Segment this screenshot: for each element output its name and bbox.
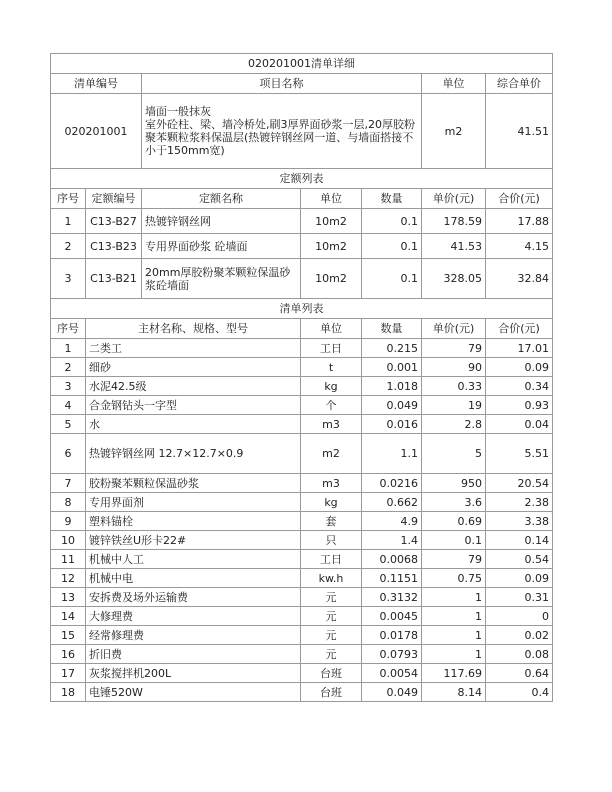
material-total: 0.14 bbox=[486, 531, 553, 550]
quota-qty: 0.1 bbox=[362, 234, 422, 259]
material-seq: 11 bbox=[51, 550, 86, 569]
material-total: 0.09 bbox=[486, 358, 553, 377]
material-total: 0.04 bbox=[486, 415, 553, 434]
bill-price-header: 综合单价 bbox=[486, 74, 553, 94]
material-name-header: 主材名称、规格、型号 bbox=[86, 319, 301, 339]
material-qty: 4.9 bbox=[362, 512, 422, 531]
material-name: 经常修理费 bbox=[86, 626, 301, 645]
material-qty: 0.0793 bbox=[362, 645, 422, 664]
quota-total-header: 合价(元) bbox=[486, 189, 553, 209]
material-seq: 15 bbox=[51, 626, 86, 645]
material-unit: t bbox=[301, 358, 362, 377]
material-total: 0.64 bbox=[486, 664, 553, 683]
quota-seq-header: 序号 bbox=[51, 189, 86, 209]
material-unit: kw.h bbox=[301, 569, 362, 588]
quota-name: 20mm厚胶粉聚苯颗粒保温砂浆砼墙面 bbox=[142, 259, 301, 299]
material-total: 2.38 bbox=[486, 493, 553, 512]
material-price: 1 bbox=[422, 645, 486, 664]
material-qty: 0.0178 bbox=[362, 626, 422, 645]
material-qty: 0.049 bbox=[362, 396, 422, 415]
material-row bbox=[51, 626, 553, 645]
title-row bbox=[51, 54, 553, 74]
material-price: 3.6 bbox=[422, 493, 486, 512]
material-seq: 4 bbox=[51, 396, 86, 415]
material-price: 1 bbox=[422, 607, 486, 626]
quota-qty: 0.1 bbox=[362, 259, 422, 299]
quota-price: 328.05 bbox=[422, 259, 486, 299]
material-unit: m2 bbox=[301, 434, 362, 474]
quota-total: 4.15 bbox=[486, 234, 553, 259]
material-price: 79 bbox=[422, 339, 486, 358]
material-row bbox=[51, 664, 553, 683]
material-seq: 17 bbox=[51, 664, 86, 683]
quota-price: 178.59 bbox=[422, 209, 486, 234]
material-seq: 16 bbox=[51, 645, 86, 664]
material-qty: 0.1151 bbox=[362, 569, 422, 588]
quota-row bbox=[51, 234, 553, 259]
material-name: 大修理费 bbox=[86, 607, 301, 626]
material-unit: 套 bbox=[301, 512, 362, 531]
material-qty: 0.3132 bbox=[362, 588, 422, 607]
quota-name: 专用界面砂浆 砼墙面 bbox=[142, 234, 301, 259]
material-unit: 工日 bbox=[301, 550, 362, 569]
material-row bbox=[51, 645, 553, 664]
material-section-row bbox=[51, 299, 553, 319]
bill-code-header: 清单编号 bbox=[51, 74, 142, 94]
material-row bbox=[51, 550, 553, 569]
material-seq: 18 bbox=[51, 683, 86, 702]
quota-seq: 1 bbox=[51, 209, 86, 234]
quota-code-header: 定额编号 bbox=[86, 189, 142, 209]
bill-name-header: 项目名称 bbox=[142, 74, 422, 94]
material-unit: 元 bbox=[301, 588, 362, 607]
material-price: 0.75 bbox=[422, 569, 486, 588]
material-name: 细砂 bbox=[86, 358, 301, 377]
material-seq: 1 bbox=[51, 339, 86, 358]
quota-price-header: 单价(元) bbox=[422, 189, 486, 209]
material-price: 90 bbox=[422, 358, 486, 377]
material-name: 合金钢钻头一字型 bbox=[86, 396, 301, 415]
material-section-title: 清单列表 bbox=[51, 299, 553, 319]
material-seq: 14 bbox=[51, 607, 86, 626]
material-total: 5.51 bbox=[486, 434, 553, 474]
material-unit: 元 bbox=[301, 607, 362, 626]
material-unit: 元 bbox=[301, 645, 362, 664]
material-unit: 工日 bbox=[301, 339, 362, 358]
material-total: 0.34 bbox=[486, 377, 553, 396]
quota-header-row bbox=[51, 189, 553, 209]
material-row bbox=[51, 569, 553, 588]
quota-section-row bbox=[51, 169, 553, 189]
material-price: 1 bbox=[422, 626, 486, 645]
material-header-row bbox=[51, 319, 553, 339]
material-unit: 台班 bbox=[301, 664, 362, 683]
material-total: 0.02 bbox=[486, 626, 553, 645]
material-total-header: 合价(元) bbox=[486, 319, 553, 339]
material-price: 950 bbox=[422, 474, 486, 493]
material-name: 胶粉聚苯颗粒保温砂浆 bbox=[86, 474, 301, 493]
material-row bbox=[51, 683, 553, 702]
material-price: 79 bbox=[422, 550, 486, 569]
quota-row bbox=[51, 259, 553, 299]
material-total: 0.08 bbox=[486, 645, 553, 664]
material-qty: 0.662 bbox=[362, 493, 422, 512]
material-total: 3.38 bbox=[486, 512, 553, 531]
material-name: 折旧费 bbox=[86, 645, 301, 664]
material-row bbox=[51, 434, 553, 474]
bill-name-line1: 墙面一般抹灰 bbox=[145, 105, 211, 118]
material-price: 0.33 bbox=[422, 377, 486, 396]
material-seq: 13 bbox=[51, 588, 86, 607]
material-row bbox=[51, 339, 553, 358]
material-unit: 只 bbox=[301, 531, 362, 550]
material-price: 2.8 bbox=[422, 415, 486, 434]
material-row bbox=[51, 377, 553, 396]
quota-name: 热镀锌钢丝网 bbox=[142, 209, 301, 234]
material-seq: 10 bbox=[51, 531, 86, 550]
quota-seq: 2 bbox=[51, 234, 86, 259]
material-qty: 1.1 bbox=[362, 434, 422, 474]
material-total: 0.09 bbox=[486, 569, 553, 588]
material-price: 0.1 bbox=[422, 531, 486, 550]
material-total: 20.54 bbox=[486, 474, 553, 493]
material-row bbox=[51, 607, 553, 626]
material-name: 水 bbox=[86, 415, 301, 434]
sheet-title: 020201001清单详细 bbox=[51, 54, 553, 74]
material-seq: 9 bbox=[51, 512, 86, 531]
quota-unit: 10m2 bbox=[301, 234, 362, 259]
material-qty: 0.016 bbox=[362, 415, 422, 434]
material-name: 电锤520W bbox=[86, 683, 301, 702]
quota-unit-header: 单位 bbox=[301, 189, 362, 209]
bill-row bbox=[51, 94, 553, 169]
quota-section-title: 定额列表 bbox=[51, 169, 553, 189]
material-price-header: 单价(元) bbox=[422, 319, 486, 339]
material-qty-header: 数量 bbox=[362, 319, 422, 339]
material-row bbox=[51, 588, 553, 607]
material-unit: kg bbox=[301, 377, 362, 396]
material-total: 0.4 bbox=[486, 683, 553, 702]
material-name: 二类工 bbox=[86, 339, 301, 358]
material-total: 0.54 bbox=[486, 550, 553, 569]
bill-name-line2: 室外砼柱、梁、墙冷桥处,刷3厚界面砂浆一层,20厚胶粉聚苯颗粒浆料保温层(热镀锌钢丝网一道、与墙面搭接不小于150mm宽) bbox=[145, 118, 415, 157]
material-price: 1 bbox=[422, 588, 486, 607]
quota-row bbox=[51, 209, 553, 234]
bill-unit-header: 单位 bbox=[422, 74, 486, 94]
bill-unit: m2 bbox=[422, 94, 486, 169]
material-price: 117.69 bbox=[422, 664, 486, 683]
material-qty: 0.0216 bbox=[362, 474, 422, 493]
quota-qty-header: 数量 bbox=[362, 189, 422, 209]
material-unit: 元 bbox=[301, 626, 362, 645]
material-row bbox=[51, 474, 553, 493]
material-name: 水泥42.5级 bbox=[86, 377, 301, 396]
material-seq: 8 bbox=[51, 493, 86, 512]
material-qty: 1.4 bbox=[362, 531, 422, 550]
material-qty: 0.215 bbox=[362, 339, 422, 358]
material-name: 机械中人工 bbox=[86, 550, 301, 569]
material-unit: 台班 bbox=[301, 683, 362, 702]
material-seq: 12 bbox=[51, 569, 86, 588]
quota-qty: 0.1 bbox=[362, 209, 422, 234]
material-name: 镀锌铁丝U形卡22# bbox=[86, 531, 301, 550]
material-unit: 个 bbox=[301, 396, 362, 415]
quota-total: 17.88 bbox=[486, 209, 553, 234]
quota-code: C13-B23 bbox=[86, 234, 142, 259]
material-name: 专用界面剂 bbox=[86, 493, 301, 512]
material-unit-header: 单位 bbox=[301, 319, 362, 339]
material-total: 0 bbox=[486, 607, 553, 626]
material-seq: 3 bbox=[51, 377, 86, 396]
material-row bbox=[51, 358, 553, 377]
material-seq: 5 bbox=[51, 415, 86, 434]
material-name: 热镀锌钢丝网 12.7×12.7×0.9 bbox=[86, 434, 301, 474]
quota-seq: 3 bbox=[51, 259, 86, 299]
material-total: 17.01 bbox=[486, 339, 553, 358]
material-name: 安拆费及场外运输费 bbox=[86, 588, 301, 607]
quota-unit: 10m2 bbox=[301, 209, 362, 234]
material-price: 5 bbox=[422, 434, 486, 474]
material-row bbox=[51, 415, 553, 434]
material-row bbox=[51, 531, 553, 550]
quota-code: C13-B21 bbox=[86, 259, 142, 299]
material-seq-header: 序号 bbox=[51, 319, 86, 339]
material-qty: 0.0054 bbox=[362, 664, 422, 683]
quota-unit: 10m2 bbox=[301, 259, 362, 299]
bill-code: 020201001 bbox=[51, 94, 142, 169]
bill-name bbox=[142, 94, 422, 169]
quota-price: 41.53 bbox=[422, 234, 486, 259]
material-price: 8.14 bbox=[422, 683, 486, 702]
material-row bbox=[51, 396, 553, 415]
material-name: 灰浆搅拌机200L bbox=[86, 664, 301, 683]
material-unit: kg bbox=[301, 493, 362, 512]
quota-total: 32.84 bbox=[486, 259, 553, 299]
quota-code: C13-B27 bbox=[86, 209, 142, 234]
material-seq: 2 bbox=[51, 358, 86, 377]
material-unit: m3 bbox=[301, 415, 362, 434]
material-seq: 7 bbox=[51, 474, 86, 493]
material-row bbox=[51, 512, 553, 531]
material-name: 塑料锚栓 bbox=[86, 512, 301, 531]
material-qty: 0.049 bbox=[362, 683, 422, 702]
material-row bbox=[51, 493, 553, 512]
material-unit: m3 bbox=[301, 474, 362, 493]
bill-detail-table bbox=[50, 53, 553, 702]
material-price: 19 bbox=[422, 396, 486, 415]
quota-name-header: 定额名称 bbox=[142, 189, 301, 209]
material-name: 机械中电 bbox=[86, 569, 301, 588]
material-seq: 6 bbox=[51, 434, 86, 474]
material-total: 0.93 bbox=[486, 396, 553, 415]
material-qty: 0.001 bbox=[362, 358, 422, 377]
material-qty: 0.0068 bbox=[362, 550, 422, 569]
bill-header-row bbox=[51, 74, 553, 94]
bill-price: 41.51 bbox=[486, 94, 553, 169]
material-price: 0.69 bbox=[422, 512, 486, 531]
material-qty: 1.018 bbox=[362, 377, 422, 396]
material-qty: 0.0045 bbox=[362, 607, 422, 626]
material-total: 0.31 bbox=[486, 588, 553, 607]
